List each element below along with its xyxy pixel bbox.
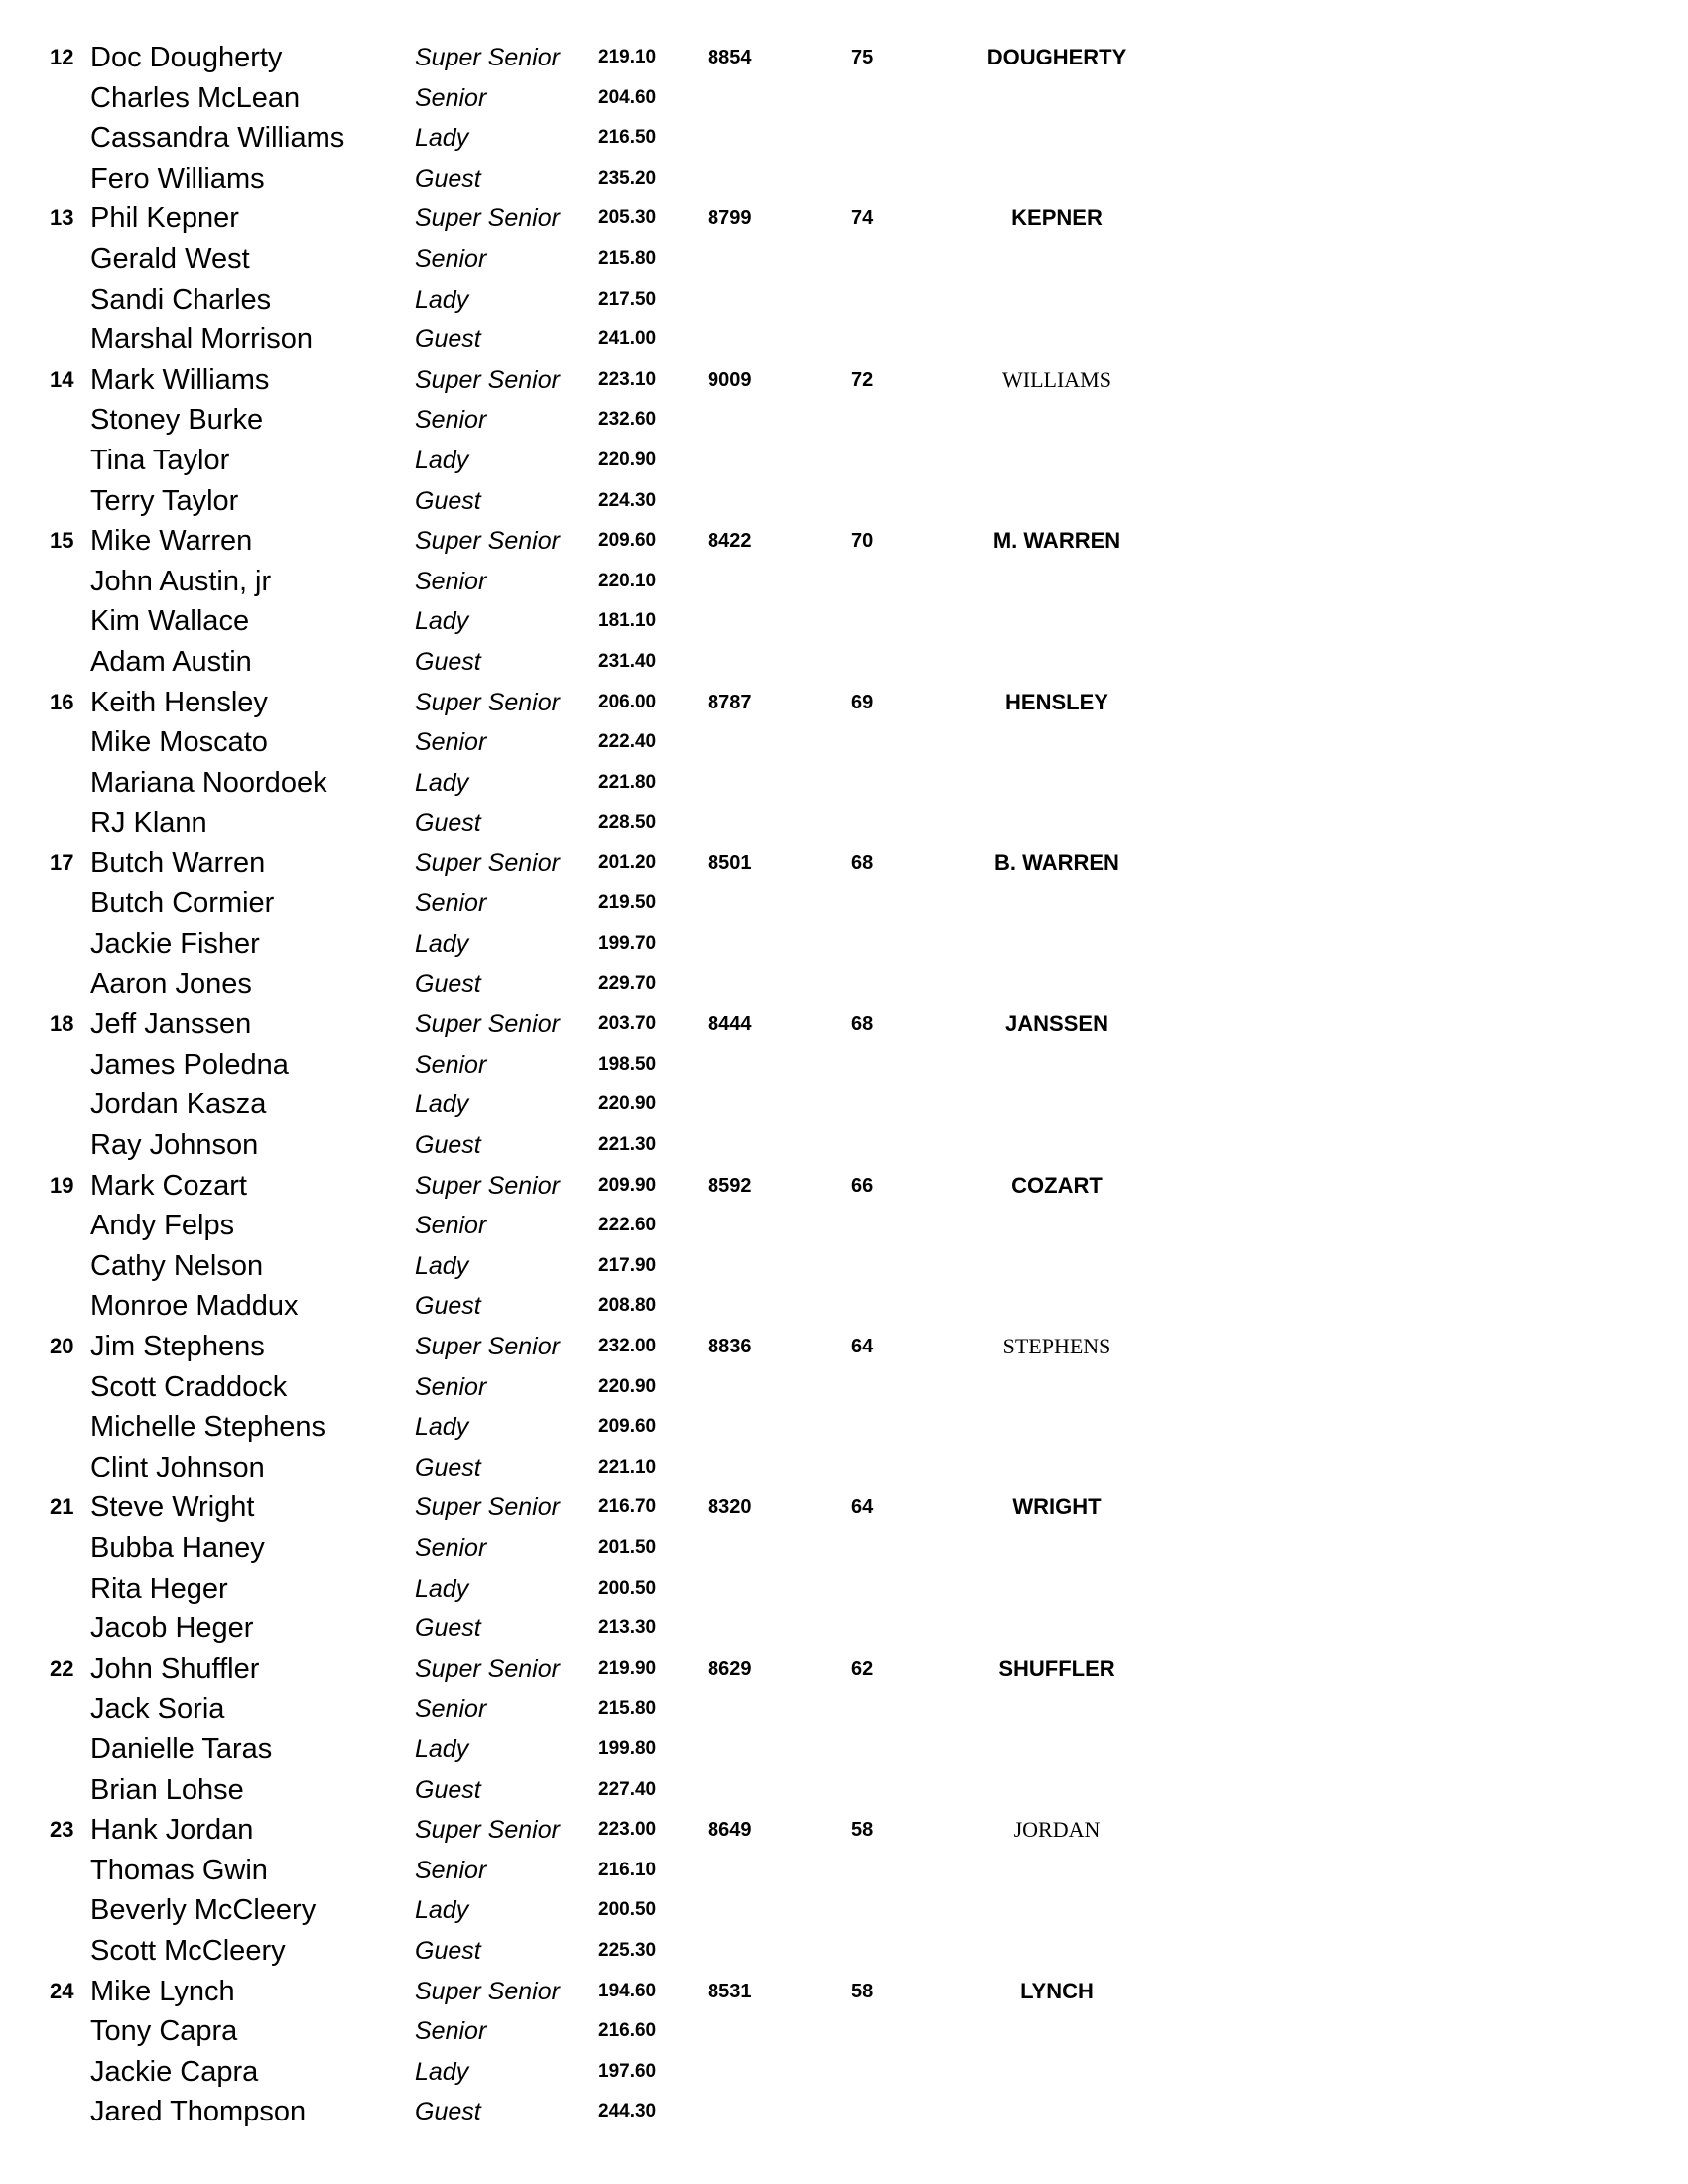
player-name: Bubba Haney [90,1531,265,1564]
team-rank: 15 [50,528,74,554]
player-score: 209.60 [598,1416,657,1438]
player-division: Super Senior [415,1171,560,1200]
table-row [0,521,1688,562]
table-row [0,360,1688,401]
team-block [0,38,1688,198]
player-name: Mike Moscato [90,726,268,759]
table-row [0,601,1688,642]
player-division: Guest [415,1292,481,1321]
player-name: Hank Jordan [90,1814,254,1847]
player-name: Adam Austin [90,645,252,678]
table-row [0,1246,1688,1287]
player-division: Super Senior [415,1010,560,1039]
table-row [0,1689,1688,1730]
team-rank: 16 [50,689,74,714]
player-division: Super Senior [415,1493,560,1522]
player-name: Gerald West [90,242,250,275]
player-division: Guest [415,1775,481,1804]
table-row [0,1367,1688,1408]
player-name: Jared Thompson [90,2096,307,2128]
table-row [0,280,1688,321]
player-division: Lady [415,607,469,636]
player-score: 215.80 [598,247,657,269]
table-row [0,1045,1688,1086]
player-name: Tina Taylor [90,444,230,476]
player-division: Lady [415,285,469,314]
table-row [0,1448,1688,1488]
player-score: 219.50 [598,892,657,914]
team-name: B. WARREN [994,849,1119,875]
team-total: 8501 [708,851,752,874]
player-division: Super Senior [415,1654,560,1683]
team-total: 8854 [708,47,752,68]
player-division: Lady [415,124,469,153]
player-score: 200.50 [598,1577,657,1599]
team-total: 8592 [708,1174,752,1197]
table-row [0,562,1688,602]
player-division: Super Senior [415,1333,560,1360]
player-score: 216.60 [598,2020,657,2042]
player-score: 232.60 [598,409,657,431]
team-points: 58 [851,1980,874,2002]
player-name: Tony Capra [90,2015,238,2048]
player-name: Clint Johnson [90,1451,265,1483]
team-total: 8836 [708,1336,752,1357]
player-division: Senior [415,889,487,918]
player-division: Senior [415,83,487,112]
player-score: 220.10 [598,570,657,591]
table-row [0,1528,1688,1569]
player-division: Lady [415,1574,469,1603]
player-name: Cathy Nelson [90,1249,264,1282]
player-division: Super Senior [415,848,560,877]
table-row [0,843,1688,884]
player-score: 199.70 [598,933,657,955]
player-division: Senior [415,1050,487,1079]
player-score: 206.00 [598,691,657,712]
team-rank: 22 [50,1655,74,1681]
table-row [0,1649,1688,1690]
player-name: Mike Warren [90,525,253,558]
player-name: Butch Warren [90,846,266,879]
player-score: 198.50 [598,1053,657,1075]
player-score: 181.10 [598,610,657,632]
team-points: 72 [851,368,874,391]
player-name: Steve Wright [90,1491,255,1524]
player-name: Scott McCleery [90,1934,286,1967]
table-row [0,2052,1688,2093]
player-division: Super Senior [415,44,560,71]
player-name: Jordan Kasza [90,1089,267,1121]
player-score: 216.10 [598,1859,657,1880]
player-division: Guest [415,164,481,193]
team-name: DOUGHERTY [986,45,1127,69]
table-row [0,159,1688,199]
player-name: Phil Kepner [90,202,239,235]
table-row [0,1931,1688,1972]
player-score: 216.70 [598,1496,657,1518]
player-division: Lady [415,1413,469,1442]
player-score: 222.60 [598,1215,657,1236]
table-row [0,883,1688,924]
team-points: 68 [851,851,874,874]
player-division: Lady [415,930,469,959]
team-standings-table [0,38,1688,2132]
player-name: RJ Klann [90,807,207,839]
player-name: Jeff Janssen [90,1008,252,1041]
player-name: Kim Wallace [90,605,250,638]
player-score: 199.80 [598,1737,657,1759]
team-rank: 18 [50,1011,74,1037]
player-name: Keith Hensley [90,686,268,718]
player-name: Monroe Maddux [90,1290,299,1323]
player-division: Super Senior [415,365,560,394]
player-score: 223.00 [598,1819,657,1841]
player-division: Senior [415,1212,487,1240]
team-block [0,360,1688,521]
table-row [0,964,1688,1005]
team-rank: 21 [50,1494,74,1520]
player-name: Jack Soria [90,1693,225,1726]
table-row [0,400,1688,441]
player-score: 197.60 [598,2060,657,2082]
player-score: 194.60 [598,1980,657,2001]
player-score: 205.30 [598,207,657,229]
team-total: 8320 [708,1496,752,1519]
player-score: 204.60 [598,86,657,108]
player-score: 215.80 [598,1698,657,1720]
team-total: 8444 [708,1013,752,1036]
player-division: Super Senior [415,1977,560,2005]
team-name: JANSSEN [1005,1011,1108,1037]
player-score: 209.90 [598,1174,657,1196]
player-name: Terry Taylor [90,484,239,517]
player-score: 219.90 [598,1657,657,1679]
team-block [0,1487,1688,1648]
player-name: Sandi Charles [90,283,272,316]
player-name: Michelle Stephens [90,1411,325,1444]
player-name: Cassandra Williams [90,122,345,155]
player-name: Jacob Heger [90,1612,254,1645]
player-division: Guest [415,2098,481,2126]
player-score: 232.00 [598,1336,657,1356]
player-division: Guest [415,1131,481,1160]
player-division: Senior [415,1533,487,1562]
player-score: 224.30 [598,489,657,511]
player-division: Guest [415,1936,481,1965]
team-points: 70 [851,530,874,553]
table-row [0,2011,1688,2052]
player-division: Lady [415,1896,469,1925]
team-rank: 12 [50,45,74,69]
table-row [0,642,1688,683]
player-name: Fero Williams [90,162,265,194]
player-division: Lady [415,1251,469,1280]
team-points: 74 [851,207,874,230]
player-division: Guest [415,647,481,676]
team-rank: 14 [50,366,74,392]
player-score: 219.10 [598,47,657,67]
player-name: Mariana Noordoek [90,766,327,799]
table-row [0,1890,1688,1931]
player-division: Lady [415,1091,469,1119]
player-name: Aaron Jones [90,967,252,1000]
team-block [0,1649,1688,1810]
table-row [0,1004,1688,1045]
team-total: 8422 [708,530,752,553]
team-rank: 24 [50,1978,74,2003]
player-division: Lady [415,768,469,797]
table-row [0,683,1688,723]
player-score: 203.70 [598,1013,657,1035]
player-division: Lady [415,446,469,474]
player-division: Senior [415,1695,487,1724]
player-name: Thomas Gwin [90,1854,268,1886]
table-row [0,78,1688,119]
player-division: Guest [415,1614,481,1643]
team-points: 62 [851,1657,874,1680]
team-name: JORDAN [1013,1817,1101,1843]
table-row [0,1810,1688,1851]
player-score: 201.20 [598,851,657,873]
table-row [0,1487,1688,1528]
team-block [0,1972,1688,2132]
team-points: 68 [851,1013,874,1036]
player-division: Senior [415,244,487,273]
table-row [0,763,1688,804]
table-row [0,1327,1688,1367]
table-row [0,441,1688,481]
table-row [0,118,1688,159]
player-division: Senior [415,728,487,757]
team-rank: 17 [50,849,74,875]
player-division: Super Senior [415,204,560,233]
player-name: Doc Dougherty [90,42,283,73]
player-name: Beverly McCleery [90,1894,317,1927]
player-name: Jackie Capra [90,2055,259,2088]
table-row [0,1730,1688,1770]
player-division: Super Senior [415,688,560,716]
player-division: Super Senior [415,1816,560,1845]
player-score: 208.80 [598,1295,657,1317]
team-total: 8649 [708,1819,752,1842]
table-row [0,1286,1688,1327]
player-score: 209.60 [598,530,657,552]
team-block [0,1327,1688,1487]
player-name: Butch Cormier [90,887,275,920]
player-division: Senior [415,2017,487,2046]
player-division: Guest [415,325,481,354]
team-block [0,683,1688,843]
player-name: Ray Johnson [90,1129,259,1162]
table-row [0,803,1688,843]
table-row [0,2092,1688,2132]
team-name: SHUFFLER [998,1655,1115,1681]
team-name: LYNCH [1020,1978,1094,2003]
table-row [0,1407,1688,1448]
player-score: 235.20 [598,167,657,189]
team-block [0,843,1688,1004]
player-score: 217.90 [598,1254,657,1276]
player-division: Senior [415,1856,487,1884]
player-score: 221.80 [598,771,657,793]
player-score: 223.10 [598,368,657,390]
team-rank: 13 [50,205,74,231]
player-name: Jackie Fisher [90,928,260,961]
player-score: 213.30 [598,1617,657,1639]
player-division: Senior [415,406,487,435]
player-score: 241.00 [598,328,657,350]
player-score: 244.30 [598,2101,657,2122]
player-score: 220.90 [598,1375,657,1397]
team-rank: 19 [50,1172,74,1198]
player-name: Danielle Taras [90,1733,273,1765]
player-score: 227.40 [598,1778,657,1800]
player-name: James Poledna [90,1048,289,1081]
player-score: 222.40 [598,731,657,753]
table-row [0,38,1688,78]
player-division: Lady [415,1734,469,1763]
player-score: 220.90 [598,1093,657,1115]
player-name: Brian Lohse [90,1773,244,1806]
team-points: 64 [851,1496,874,1519]
player-score: 225.30 [598,1939,657,1961]
team-name: COZART [1011,1172,1103,1198]
player-score: 216.50 [598,127,657,149]
team-name: KEPNER [1011,205,1103,231]
table-row [0,320,1688,360]
table-row [0,481,1688,522]
team-name: WILLIAMS [1002,366,1111,392]
team-rank: 23 [50,1817,74,1843]
player-name: Andy Felps [90,1210,235,1242]
player-name: Marshal Morrison [90,323,313,356]
player-name: Jim Stephens [90,1331,265,1362]
team-block [0,521,1688,682]
team-name: WRIGHT [1012,1494,1102,1520]
team-total: 8799 [708,207,752,230]
team-block [0,1166,1688,1327]
player-name: Rita Heger [90,1572,228,1605]
table-row [0,1770,1688,1811]
player-division: Lady [415,2057,469,2086]
table-row [0,239,1688,280]
player-name: Mike Lynch [90,1975,235,2007]
player-score: 221.10 [598,1456,657,1477]
player-score: 217.50 [598,288,657,310]
player-score: 228.50 [598,812,657,834]
team-total: 8787 [708,691,752,713]
team-name: HENSLEY [1005,689,1108,714]
team-points: 64 [851,1336,874,1357]
player-division: Guest [415,1453,481,1481]
player-name: Scott Craddock [90,1370,288,1403]
table-row [0,1206,1688,1246]
team-block [0,1004,1688,1165]
player-division: Guest [415,969,481,998]
player-name: Charles McLean [90,81,301,114]
player-score: 201.50 [598,1536,657,1558]
team-total: 8629 [708,1657,752,1680]
table-row [0,198,1688,239]
player-name: John Shuffler [90,1652,260,1685]
table-row [0,1125,1688,1166]
player-division: Guest [415,486,481,515]
table-row [0,1569,1688,1609]
table-row [0,1166,1688,1207]
player-score: 220.90 [598,449,657,470]
table-row [0,1851,1688,1891]
team-rank: 20 [50,1334,74,1358]
team-block [0,1810,1688,1971]
table-row [0,924,1688,964]
team-name: M. WARREN [992,528,1121,554]
player-score: 221.30 [598,1134,657,1156]
player-name: Stoney Burke [90,404,264,437]
team-points: 75 [851,47,874,68]
team-points: 66 [851,1174,874,1197]
table-row [0,1608,1688,1649]
player-division: Senior [415,1372,487,1401]
table-row [0,1972,1688,2012]
player-division: Guest [415,809,481,837]
team-points: 69 [851,691,874,713]
player-division: Senior [415,567,487,595]
player-score: 231.40 [598,650,657,672]
player-score: 200.50 [598,1899,657,1921]
player-name: Mark Williams [90,363,270,396]
player-division: Super Senior [415,527,560,556]
player-score: 229.70 [598,972,657,994]
team-name: STEPHENS [1002,1334,1111,1358]
player-name: John Austin, jr [90,565,272,597]
player-name: Mark Cozart [90,1169,247,1202]
table-row [0,722,1688,763]
table-row [0,1085,1688,1125]
team-total: 9009 [708,368,752,391]
team-total: 8531 [708,1980,752,2002]
team-points: 58 [851,1819,874,1842]
team-block [0,198,1688,359]
